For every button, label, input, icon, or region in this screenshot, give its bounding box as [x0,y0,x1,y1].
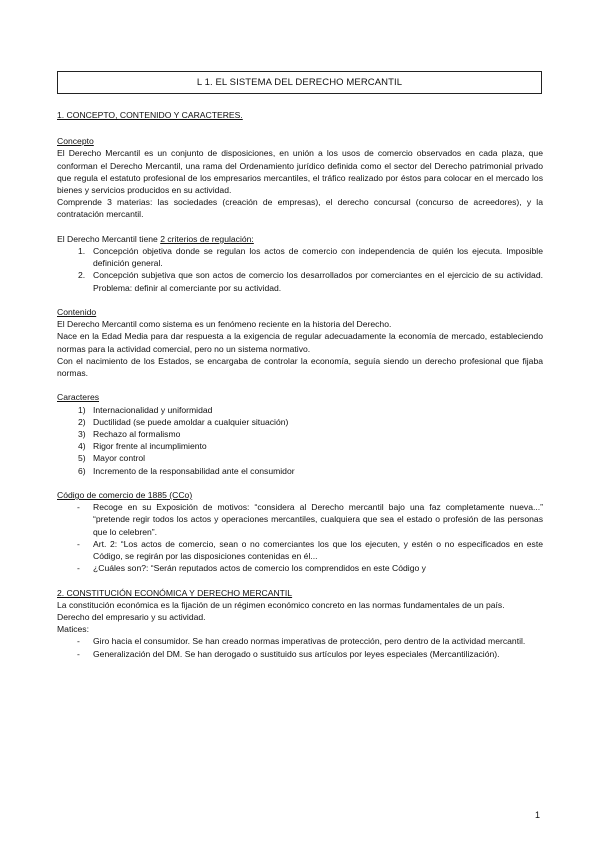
list-text: Ductilidad (se puede amoldar a cualquier situación) [93,416,289,427]
list-text: Incremento de la responsabilidad ante el consumidor [93,465,295,476]
list-number: 2) [78,416,86,427]
list-item [57,501,543,538]
caracteres-heading: Caracteres [57,392,100,403]
list-text: Rechazo al formalismo [93,429,181,440]
criteria-intro-text: El Derecho Mercantil tiene [57,233,158,244]
dash-marker: - [77,502,80,513]
list-item [57,416,543,428]
caracteres-list [57,404,543,477]
concepto-paragraph: El Derecho Mercantil es un conjunto de disposiciones, en unión a los usos de comercio observados en cada plaza, que conforman el Derecho Mercantil, una rama del Ordenamiento jurídico definida como el sector del Derecho patrimonial privado que regula el estatuto profesional de los empresarios mercantiles, el tráfico realizado por éstos para colocar en el mercado los bienes y servicios producidos en su actividad. [57,148,543,196]
list-item [57,440,543,452]
list-item [57,538,543,562]
section-1-heading: 1. CONCEPTO, CONTENIDO Y CARACTERES. [57,110,243,120]
list-text: Giro hacia el consumidor. Se han creado normas imperativas de protección, pero dentro de la actividad mercantil. [93,636,526,647]
list-text: Mayor control [93,453,146,464]
matices-list [57,635,543,659]
list-item [57,269,543,293]
list-item [57,452,543,464]
dash-marker: - [77,563,80,574]
list-item [57,428,543,440]
list-text: Generalización del DM. Se han derogado o sustituido sus artículos por leyes especiales (Mercantilización). [93,648,500,659]
codigo-list [57,501,543,574]
section-2-paragraph: Derecho del empresario y su actividad. [57,612,206,623]
page-number: 1 [535,810,541,820]
list-number: 1. [78,246,86,257]
section-2-heading: 2. CONSTITUCIÓN ECONÓMICA Y DERECHO MERCANTIL [57,587,293,598]
list-item [57,562,543,574]
contenido-paragraph: Nace en la Edad Media para dar respuesta a la exigencia de regular adecuadamente la economía de mercado, estableciendo normas para la actividad comercial, pero no un sistema normativo. [57,331,543,354]
document-body [57,109,543,660]
concepto-paragraph: Comprende 3 materias: las sociedades (creación de empresas), el derecho concursal (concurso de acreedores), y la contratación mercantil. [57,197,543,220]
list-number: 5) [78,453,86,464]
list-item [57,635,543,647]
dash-marker: - [77,648,80,659]
document-title: L 1. EL SISTEMA DEL DERECHO MERCANTIL [196,77,403,88]
list-number: 4) [78,441,86,452]
contenido-paragraph: El Derecho Mercantil como sistema es un fenómeno reciente en la historia del Derecho. [57,319,392,330]
list-number: 3) [78,429,86,440]
section-2-paragraph: Matices: [57,624,89,635]
list-text: Concepción subjetiva que son actos de comercio los desarrollados por comerciantes en el ejercicio de su actividad. Problema: definir al comerciante por su actividad. [93,270,543,293]
list-text: Internacionalidad y uniformidad [93,404,213,415]
contenido-paragraph: Con el nacimiento de los Estados, se encargaba de controlar la economía, seguía siendo un derecho profesional que fijaba normas. [57,355,543,379]
criteria-intro [57,233,543,245]
list-text: Rigor frente al incumplimiento [93,441,207,452]
criteria-list [57,245,543,294]
concepto-heading: Concepto [57,136,94,147]
document-title-box [57,71,542,94]
list-item [57,404,543,416]
list-number: 1) [78,404,86,415]
dash-marker: - [77,538,80,549]
list-text: ¿Cuáles son?: “Serán reputados actos de comercio los comprendidos en este Código y [93,563,426,574]
list-text: Recoge en su Exposición de motivos: “considera al Derecho mercantil bajo una faz completamente nueva...” “pretende regir todos los actos y operaciones mercantiles, cualquiera que sea el estado o profesión de las personas que lo celebren”. [93,502,543,537]
dash-marker: - [77,636,80,647]
list-number: 6) [78,465,86,476]
contenido-heading: Contenido [57,307,97,318]
criteria-intro-underlined: 2 criterios de regulación: [160,233,254,244]
list-item [57,465,543,477]
list-number: 2. [78,270,86,281]
section-2-paragraph: La constitución económica es la fijación de un régimen económico concreto en las normas fundamentales de un país. [57,599,505,610]
list-text: Art. 2: “Los actos de comercio, sean o no comerciantes los que los ejecuten, y estén o no especificados en este Código, se regirán por las disposiciones contenidas en él... [93,538,543,562]
list-item [57,648,543,660]
codigo-heading: Código de comercio de 1885 (CCo) [57,490,193,501]
list-item [57,245,543,269]
list-text: Concepción objetiva donde se regulan los actos de comercio con independencia de quién los ejecuta. Imposible definición general. [93,246,543,269]
